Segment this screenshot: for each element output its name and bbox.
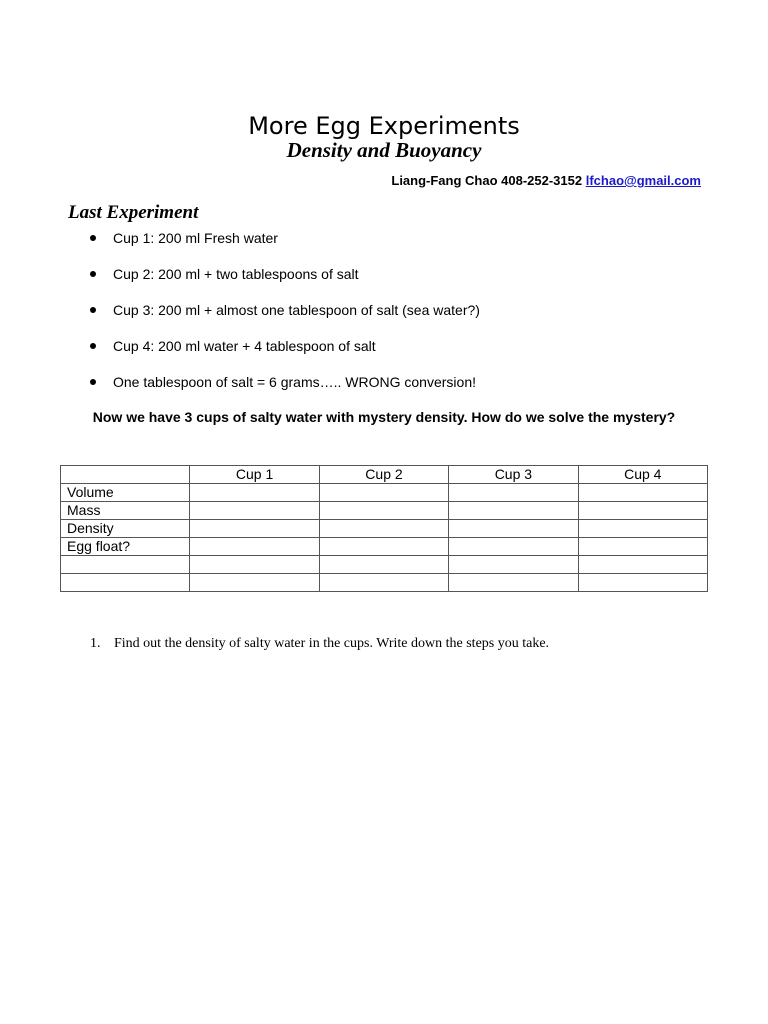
table-cell[interactable] <box>578 520 707 538</box>
list-item <box>88 301 728 337</box>
list-item-text: Cup 3: 200 ml + almost one tablespoon of salt (sea water?) <box>113 302 480 318</box>
mystery-question: Now we have 3 cups of salty water with mystery density. How do we solve the mystery? <box>92 409 676 425</box>
table-cell[interactable] <box>319 502 448 520</box>
table-cell[interactable] <box>190 520 319 538</box>
author-name-phone: Liang-Fang Chao 408-252-3152 <box>391 173 583 188</box>
row-label: Egg float? <box>61 538 190 556</box>
table-cell[interactable] <box>449 538 578 556</box>
table-cell[interactable] <box>578 538 707 556</box>
bullet-icon <box>90 271 96 277</box>
table-header-cell <box>61 466 190 484</box>
list-item-text: Cup 2: 200 ml + two tablespoons of salt <box>113 266 359 282</box>
table-row <box>61 538 708 556</box>
table-cell[interactable] <box>190 502 319 520</box>
table-cell[interactable] <box>190 484 319 502</box>
bullet-icon <box>90 235 96 241</box>
list-item-text: One tablespoon of salt = 6 grams….. WRONG conversion! <box>113 374 476 390</box>
table-cell[interactable] <box>319 556 448 574</box>
section-heading-last-experiment: Last Experiment <box>68 202 199 223</box>
row-label: Volume <box>61 484 190 502</box>
task-list <box>90 636 710 652</box>
page-title: More Egg Experiments <box>248 112 520 141</box>
table-row <box>61 520 708 538</box>
table-header-row <box>61 466 708 484</box>
table-cell[interactable] <box>190 556 319 574</box>
data-table <box>60 465 708 592</box>
table-cell[interactable] <box>449 484 578 502</box>
table-cell[interactable] <box>449 502 578 520</box>
experiment-list <box>88 229 728 409</box>
task-item <box>90 636 710 652</box>
table-row <box>61 574 708 592</box>
table-header-cell: Cup 4 <box>578 466 707 484</box>
bullet-icon <box>90 343 96 349</box>
list-item-text: Cup 4: 200 ml water + 4 tablespoon of salt <box>113 338 376 354</box>
row-label: Mass <box>61 502 190 520</box>
table-cell[interactable] <box>578 502 707 520</box>
table-row <box>61 556 708 574</box>
row-label <box>61 556 190 574</box>
table-cell[interactable] <box>190 538 319 556</box>
bullet-icon <box>90 379 96 385</box>
table-cell[interactable] <box>190 574 319 592</box>
bullet-icon <box>90 307 96 313</box>
table-cell[interactable] <box>578 484 707 502</box>
author-contact <box>391 173 701 188</box>
table-row <box>61 484 708 502</box>
list-item <box>88 373 728 409</box>
list-item <box>88 265 728 301</box>
table-cell[interactable] <box>449 520 578 538</box>
list-item <box>88 229 728 265</box>
table-cell[interactable] <box>319 538 448 556</box>
task-text: Find out the density of salty water in the cups. Write down the steps you take. <box>114 636 550 651</box>
table-header-cell: Cup 3 <box>449 466 578 484</box>
table-cell[interactable] <box>449 556 578 574</box>
table-header-cell: Cup 2 <box>319 466 448 484</box>
table-cell[interactable] <box>319 484 448 502</box>
list-item <box>88 337 728 373</box>
task-number: 1. <box>90 636 101 651</box>
table-cell[interactable] <box>449 574 578 592</box>
table-header-cell: Cup 1 <box>190 466 319 484</box>
table-cell[interactable] <box>319 574 448 592</box>
email-link[interactable]: lfchao@gmail.com <box>585 173 701 188</box>
table-cell[interactable] <box>578 556 707 574</box>
table-cell[interactable] <box>578 574 707 592</box>
page-subtitle: Density and Buoyancy <box>286 138 482 162</box>
table-row <box>61 502 708 520</box>
list-item-text: Cup 1: 200 ml Fresh water <box>113 230 278 246</box>
table-cell[interactable] <box>319 520 448 538</box>
row-label <box>61 574 190 592</box>
row-label: Density <box>61 520 190 538</box>
